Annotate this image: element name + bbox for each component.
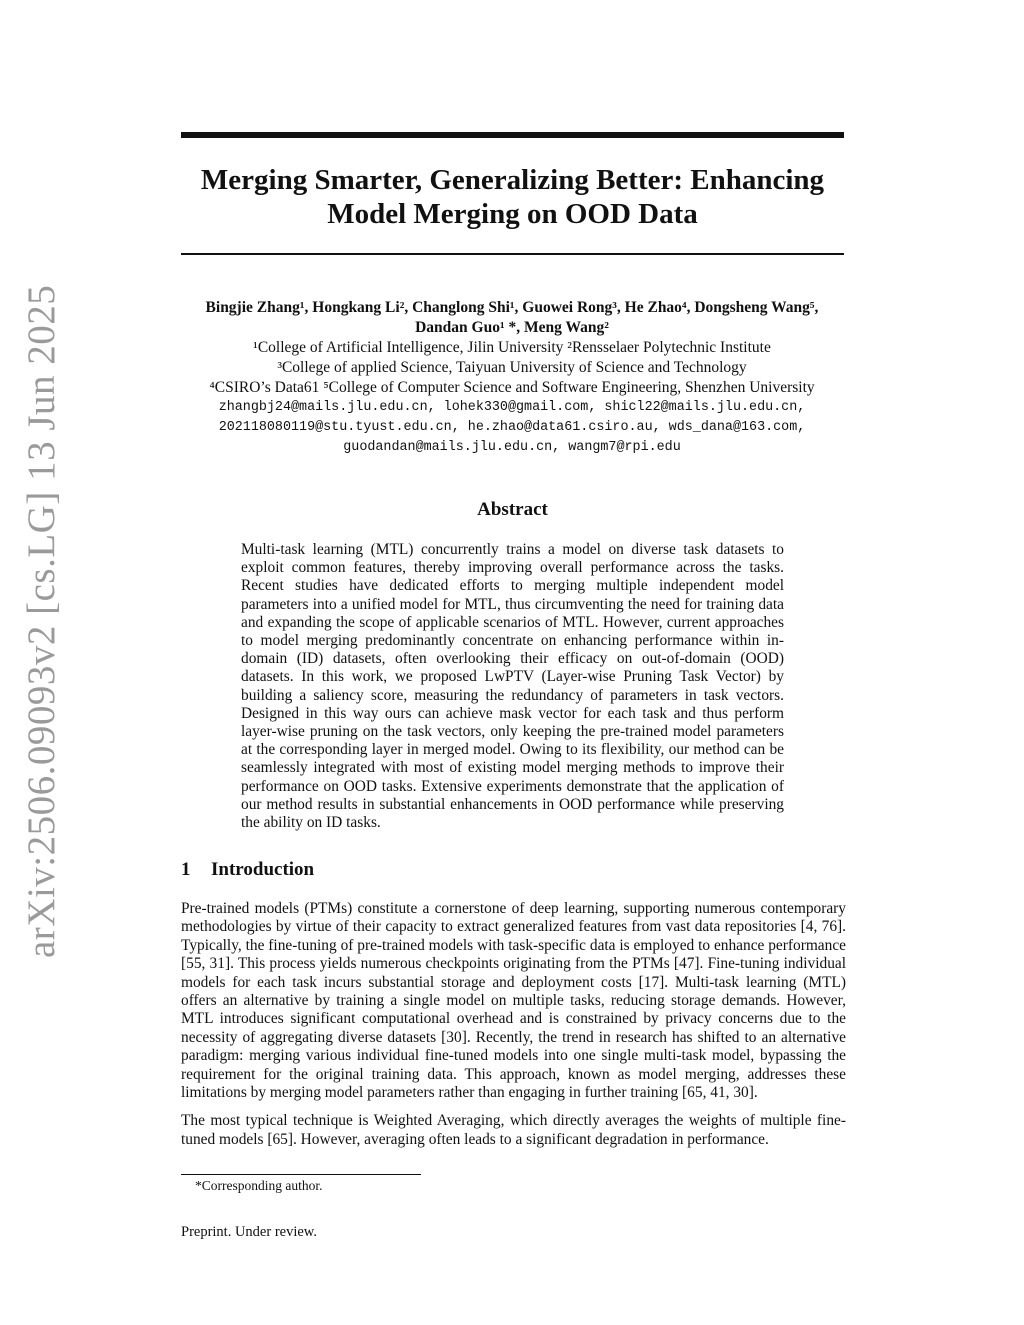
email-line-3: guodandan@mails.jlu.edu.cn, wangm7@rpi.edu	[343, 440, 681, 455]
affiliation-line-2: ³College of applied Science, Taiyuan University of Science and Technology	[277, 359, 747, 376]
preprint-notice: Preprint. Under review.	[181, 1224, 317, 1240]
abstract-heading: Abstract	[477, 499, 548, 520]
arxiv-identifier: arXiv:2506.09093v2 [cs.LG] 13 Jun 2025	[20, 284, 63, 958]
affiliation-line-1: ¹College of Artificial Intelligence, Jilin University ²Rensselaer Polytechnic Institute	[253, 339, 771, 356]
email-line-2: 202118080119@stu.tyust.edu.cn, he.zhao@data61.csiro.au, wds_dana@163.com,	[218, 420, 806, 435]
affiliation-line-3: ⁴CSIRO’s Data61 ⁵College of Computer Science and Software Engineering, Shenzhen University	[209, 379, 815, 396]
section-title: Introduction	[211, 859, 315, 880]
email-line-1: zhangbj24@mails.jlu.edu.cn, lohek330@gmail.com, shicl22@mails.jlu.edu.cn,	[218, 400, 806, 415]
section-number: 1	[181, 859, 191, 880]
title-line-1: Merging Smarter, Generalizing Better: Enhancing	[200, 164, 825, 196]
intro-paragraph-2: The most typical technique is Weighted Averaging, which directly averages the weights of multiple fine-tuned models [65]. However, averaging often leads to a significant degradation in performance.	[181, 1112, 846, 1148]
author-names-line-1: Bingjie Zhang¹, Hongkang Li², Changlong Shi¹, Guowei Rong³, He Zhao⁴, Dongsheng Wang⁵,	[205, 299, 819, 316]
abstract-text: Multi-task learning (MTL) concurrently trains a model on diverse task datasets to exploit common features, thereby improving overall performance across the tasks. Recent studies have dedicated efforts to merging multiple independent model parameters into a unified model for MTL, thus circumventing the need for training data and expanding the scope of applicable scenarios of MTL. However, current approaches to model merging predominantly concentrate on enhancing performance within in-domain (ID) datasets, often overlooking their efficacy on out-of-domain (OOD) datasets. In this work, we proposed LwPTV (Layer-wise Pruning Task Vector) by building a saliency score, measuring the redundancy of parameters in task vectors. Designed in this way ours can achieve mask vector for each task and thus perform layer-wise pruning on the task vectors, only keeping the pre-trained model parameters at the corresponding layer in merged model. Owing to its flexibility, our method can be seamlessly integrated with most of existing model merging methods to improve their performance on OOD tasks. Extensive experiments demonstrate that the application of our method results in substantial enhancements in OOD performance while preserving the ability on ID tasks.	[241, 541, 784, 832]
paper-title	[181, 163, 844, 231]
author-block	[150, 298, 874, 458]
title-line-2: Model Merging on OOD Data	[327, 198, 698, 230]
footnote: *Corresponding author.	[195, 1178, 323, 1193]
introduction-body	[181, 900, 846, 1159]
title-bottom-rule	[181, 253, 844, 255]
section-heading	[181, 859, 314, 881]
author-names-line-2: Dandan Guo¹ *, Meng Wang²	[415, 319, 609, 336]
title-top-rule	[181, 132, 844, 138]
intro-paragraph-1: Pre-trained models (PTMs) constitute a cornerstone of deep learning, supporting numerous contemporary methodologies by virtue of their capacity to extract generalized features from vast data repositories [4, 76]. Typically, the fine-tuning of pre-trained models with task-specific data is employed to enhance performance [55, 31]. This process yields numerous checkpoints originating from the PTMs [47]. Fine-tuning individual models for each task incurs substantial storage and deployment costs [17]. Multi-task learning (MTL) offers an alternative by training a single model on multiple tasks, reducing storage demands. However, MTL introduces significant computational overhead and is constrained by privacy concerns due to the necessity of aggregating diverse datasets [30]. Recently, the trend in research has shifted to an alternative paradigm: merging various individual fine-tuned models into one single multi-task model, bypassing the requirement for the original training data. This approach, known as model merging, addresses these limitations by merging model parameters rather than engaging in further training [65, 41, 30].	[181, 900, 846, 1102]
footnote-rule	[181, 1174, 421, 1175]
